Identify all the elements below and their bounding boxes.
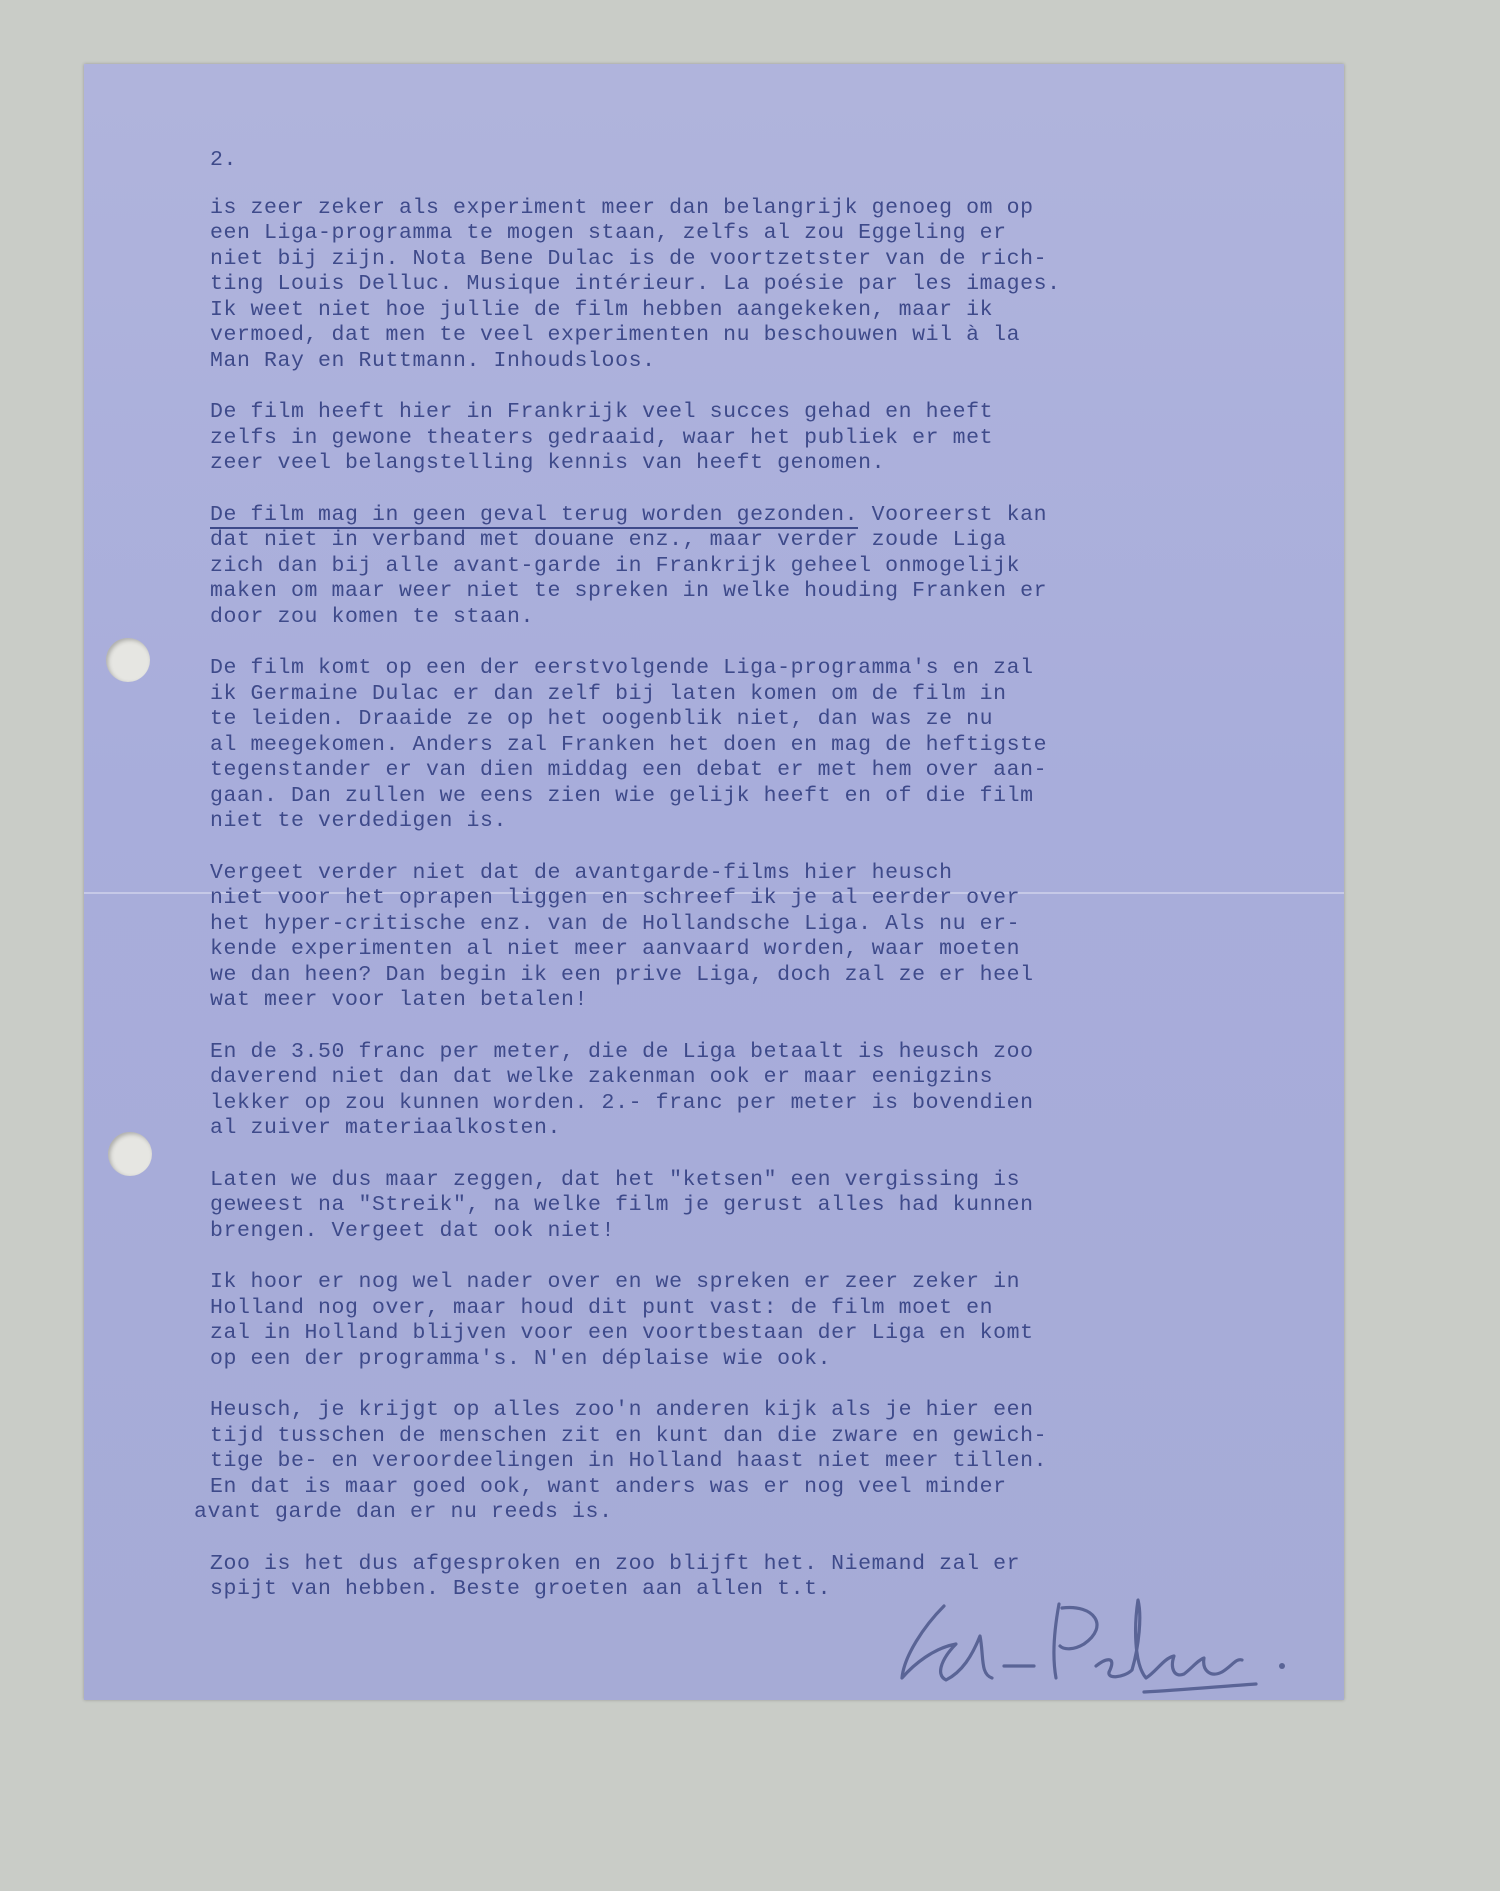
text-line: al meegekomen. Anders zal Franken het doen en mag de heftigste bbox=[210, 732, 1048, 757]
text-line: door zou komen te staan. bbox=[210, 604, 535, 629]
text-line: Heusch, je krijgt op alles zoo'n anderen kijk als je hier een bbox=[210, 1398, 1034, 1422]
text-line: al zuiver materiaalkosten. bbox=[210, 1116, 562, 1140]
text-line: zal in Holland blijven voor een voortbestaan der Liga en komt bbox=[210, 1321, 1034, 1345]
text-line: Laten we dus maar zeggen, dat het "ketsen" een vergissing is bbox=[210, 1167, 1021, 1192]
text-line: Ik weet niet hoe jullie de film hebben aangekeken, maar ik bbox=[210, 297, 994, 322]
text-line: En de 3.50 franc per meter, die de Liga betaalt is heusch zoo bbox=[210, 1039, 1034, 1064]
text-line: Holland nog over, maar houd dit punt vast: de film moet en bbox=[210, 1295, 994, 1320]
text-line: Zoo is het dus afgesproken en zoo blijft het. Niemand zal er bbox=[210, 1551, 1021, 1576]
underlined-sentence: De film mag in geen geval terug worden gezonden. bbox=[210, 502, 859, 527]
text-line: De film heeft hier in Frankrijk veel succes gehad en heeft bbox=[210, 400, 994, 424]
text-line: maken om maar weer niet te spreken in welke houding Franken er bbox=[210, 579, 1048, 603]
text-line-rest: Vooreerst kan bbox=[858, 502, 1048, 527]
paragraph bbox=[210, 656, 1230, 835]
text-line: ik Germaine Dulac er dan zelf bij laten komen om de film in bbox=[210, 681, 1007, 706]
punch-hole bbox=[106, 638, 150, 682]
text-line: te leiden. Draaide ze op het oogenblik niet, dan was ze nu bbox=[210, 707, 994, 731]
text-line: op een der programma's. N'en déplaise wie ook. bbox=[210, 1346, 832, 1371]
paragraph bbox=[210, 1040, 1230, 1142]
paragraph bbox=[210, 861, 1230, 1014]
text-line: tige be- en veroordeelingen in Holland haast niet meer tillen. bbox=[210, 1449, 1048, 1473]
text-line: En dat is maar goed ook, want anders was er nog veel minder bbox=[210, 1474, 1007, 1499]
text-line: avant garde dan er nu reeds is. bbox=[194, 1500, 613, 1524]
page-number: 2. bbox=[210, 148, 238, 172]
paragraph bbox=[210, 196, 1230, 375]
text-line: tegenstander er van dien middag een debat er met hem over aan- bbox=[210, 758, 1048, 782]
paragraph bbox=[210, 1168, 1230, 1245]
text-line: gaan. Dan zullen we eens zien wie gelijk heeft en of die film bbox=[210, 783, 1034, 808]
signature bbox=[884, 1586, 1314, 1696]
text-line: Man Ray en Ruttmann. Inhoudsloos. bbox=[210, 348, 656, 373]
text-line: Vergeet verder niet dat de avantgarde-films hier heusch bbox=[210, 860, 953, 885]
text-line: een Liga-programma te mogen staan, zelfs al zou Eggeling er bbox=[210, 221, 1007, 245]
text-line: spijt van hebben. Beste groeten aan allen t.t. bbox=[210, 1577, 832, 1601]
text-line: lekker op zou kunnen worden. 2.- franc per meter is bovendien bbox=[210, 1090, 1034, 1115]
text-line bbox=[210, 503, 1230, 529]
text-line: tijd tusschen de menschen zit en kunt dan die zware en gewich- bbox=[210, 1423, 1048, 1448]
text-line: dat niet in verband met douane enz., maar verder zoude Liga bbox=[210, 528, 1007, 552]
text-line: zeer veel belangstelling kennis van heeft genomen. bbox=[210, 451, 886, 475]
text-line: brengen. Vergeet dat ook niet! bbox=[210, 1218, 616, 1243]
paragraph bbox=[210, 503, 1230, 631]
paragraph bbox=[194, 1398, 1230, 1526]
text-line: zelfs in gewone theaters gedraaid, waar het publiek er met bbox=[210, 425, 994, 450]
punch-hole bbox=[108, 1132, 152, 1176]
text-line: het hyper-critische enz. van de Hollandsche Liga. Als nu er- bbox=[210, 911, 1021, 936]
text-line: niet bij zijn. Nota Bene Dulac is de voortzetster van de rich- bbox=[210, 246, 1048, 271]
text-line: ting Louis Delluc. Musique intérieur. La poésie par les images. bbox=[210, 272, 1061, 296]
text-line: vermoed, dat men te veel experimenten nu beschouwen wil à la bbox=[210, 323, 1021, 347]
text-line: De film komt op een der eerstvolgende Liga-programma's en zal bbox=[210, 656, 1034, 680]
letter-page bbox=[84, 64, 1344, 1700]
letter-body bbox=[194, 148, 1230, 1629]
paragraph bbox=[210, 1270, 1230, 1372]
text-line: geweest na "Streik", na welke film je gerust alles had kunnen bbox=[210, 1193, 1034, 1217]
paragraph bbox=[210, 400, 1230, 477]
text-line: we dan heen? Dan begin ik een prive Liga, doch zal ze er heel bbox=[210, 962, 1034, 987]
text-line: wat meer voor laten betalen! bbox=[210, 988, 589, 1012]
text-line: niet voor het oprapen liggen en schreef ik je al eerder over bbox=[210, 886, 1021, 910]
text-line: niet te verdedigen is. bbox=[210, 809, 508, 833]
text-line: is zeer zeker als experiment meer dan belangrijk genoeg om op bbox=[210, 195, 1034, 220]
text-line: daverend niet dan dat welke zakenman ook er maar eenigzins bbox=[210, 1065, 994, 1089]
text-line: kende experimenten al niet meer aanvaard worden, waar moeten bbox=[210, 937, 1021, 961]
text-line: zich dan bij alle avant-garde in Frankrijk geheel onmogelijk bbox=[210, 553, 1021, 578]
paragraphs bbox=[194, 195, 1230, 1603]
text-line: Ik hoor er nog wel nader over en we spreken er zeer zeker in bbox=[210, 1270, 1021, 1294]
